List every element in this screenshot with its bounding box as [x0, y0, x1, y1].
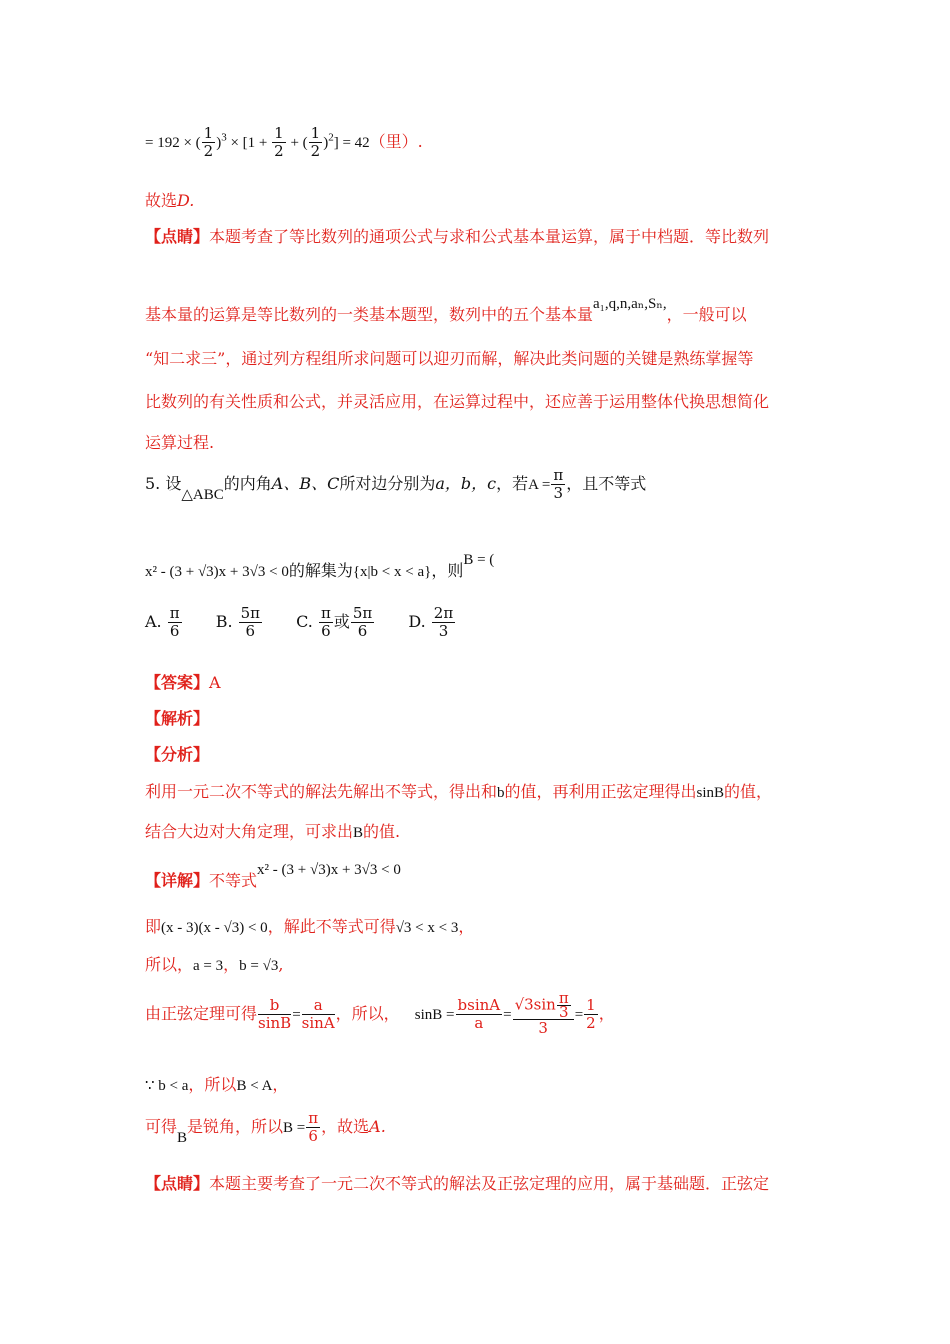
comment1-line3: “知二求三”，通过列方程组所求问题可以迎刃而解，解决此类问题的关键是熟练掌握等	[145, 349, 754, 368]
comment1-line2: 基本量的运算是等比数列的一类基本题型，数列中的五个基本量a₁,q,n,aₙ,Sₙ,，一般可以	[145, 296, 747, 324]
fraction-half: $\frac{1}{2}$	[274, 124, 284, 160]
fenxi-tag: 【分析】	[145, 745, 210, 764]
fraction-pi-over-3: $\frac{\pi}{3}$	[553, 466, 564, 502]
choose-d: 故选D.	[145, 191, 195, 210]
options	[145, 605, 484, 640]
fraction-half: $\frac{1}{2}$	[310, 124, 321, 160]
detail-line3: 所以，a = 3，b = √3,	[145, 955, 284, 974]
question5-line1: 5. 设△ABC的内角A、B、C所对边分别为a，b，c，若A = $\frac{\pi}{3}$ ，且不等式	[145, 466, 647, 503]
top-formula: = 192 × ( $\frac{1}{2}$ )$^3$ × [1 + $\frac{1}{2}$ + ( $\frac{1}{2}$ )$^2$] = 42（里）.	[145, 124, 423, 160]
detail-line6: 可得B是锐角，所以B = $\frac{\pi}{6}$ ，故选A.	[145, 1109, 386, 1146]
detail-line5: ∵ b < a，所以B < A，	[145, 1075, 289, 1094]
option-d[interactable]: D. $\frac{2\pi}{3}$	[408, 604, 454, 640]
detail-line4: 由正弦定理可得 $\frac{b}{\sin B}$ = $\frac{a}{\sin A}$ ，所以， sinB = $\frac{bsinA}{a}$ = √3sin $\frac{\pi}{3}$ 3 = $\frac{1}{2}$ ，	[145, 989, 615, 1037]
answer-line: 【答案】A	[145, 673, 221, 692]
detail-line2: 即(x - 3)(x - √3) < 0，解此不等式可得√3 < x < 3，	[145, 917, 475, 936]
option-b[interactable]: B. $\frac{5\pi}{6}$	[215, 604, 261, 640]
detail-tag: 【详解】	[145, 871, 210, 890]
comment-tag: 【点睛】	[145, 1174, 210, 1193]
comment1-line4: 比数列的有关性质和公式，并灵活应用，在运算过程中，还应善于运用整体代换思想简化	[145, 392, 770, 411]
analysis-tag: 【解析】	[145, 709, 210, 728]
fenxi-line1: 利用一元二次不等式的解法先解出不等式，得出和b的值，再利用正弦定理得出sinB的值，	[145, 782, 773, 801]
comment2-line1: 【点睛】本题主要考查了一元二次不等式的解法及正弦定理的应用，属于基础题．正弦定	[145, 1174, 770, 1193]
comment1-line5: 运算过程.	[145, 433, 215, 452]
comment-tag: 【点睛】	[145, 227, 210, 246]
fenxi-line2: 结合大边对大角定理，可求出B的值.	[145, 822, 401, 841]
comment1-line1: 【点睛】本题考查了等比数列的通项公式与求和公式基本量运算，属于中档题．等比数列	[145, 227, 770, 246]
fraction-half: $\frac{1}{2}$	[203, 124, 214, 160]
detail-line1: 【详解】不等式x² - (3 + √3)x + 3√3 < 0	[145, 862, 401, 890]
option-c[interactable]: C. $\frac{\pi}{6}$ 或 $\frac{5\pi}{6}$	[296, 604, 373, 640]
question5-line2: x² - (3 + √3)x + 3√3 < 0的解集为{x|b < x < a}，则B = (	[145, 552, 495, 580]
option-a[interactable]: A. $\frac{\pi}{6}$	[145, 604, 180, 640]
